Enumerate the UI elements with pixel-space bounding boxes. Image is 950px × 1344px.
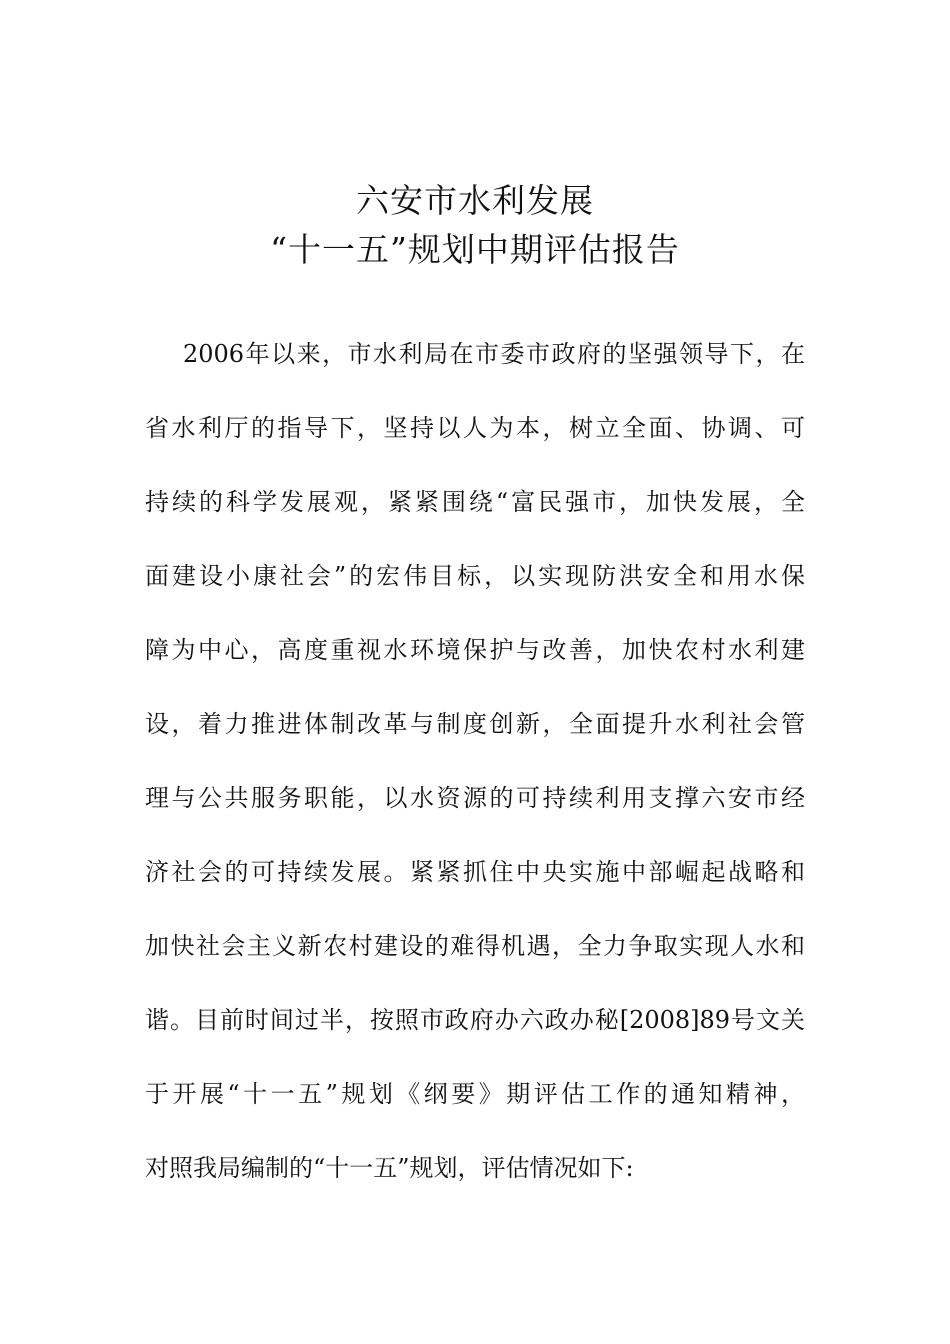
body-line-12: 对照我局编制的“十一五”规划，评估情况如下:	[145, 1154, 634, 1182]
body-line-2: 省水利厅的指导下，坚持以人为本，树立全面、协调、可	[145, 414, 805, 442]
body-line-6: 设，着力推进体制改革与制度创新，全面提升水利社会管	[145, 710, 805, 738]
body-line-4: 面建设小康社会”的宏伟目标，以实现防洪安全和用水保	[145, 562, 805, 590]
body-line-11: 于开展“十一五”规划《纲要》期评估工作的通知精神，	[145, 1080, 805, 1108]
body-line-3: 持续的科学发展观，紧紧围绕“富民强市，加快发展，全	[145, 488, 805, 516]
body-line-1: 2006年以来，市水利局在市委市政府的坚强领导下，在	[183, 340, 805, 368]
document-title-line-1: 六安市水利发展	[356, 181, 594, 220]
body-line-7: 理与公共服务职能，以水资源的可持续利用支撑六安市经	[145, 784, 805, 812]
document-title-line-2: “十一五”规划中期评估报告	[270, 230, 680, 269]
body-line-5: 障为中心，高度重视水环境保护与改善，加快农村水利建	[145, 636, 805, 664]
body-line-8: 济社会的可持续发展。紧紧抓住中央实施中部崛起战略和	[145, 858, 805, 886]
body-line-9: 加快社会主义新农村建设的难得机遇，全力争取实现人水和	[145, 932, 805, 960]
body-line-10: 谐。目前时间过半，按照市政府办六政办秘[2008]89号文关	[145, 1006, 805, 1034]
